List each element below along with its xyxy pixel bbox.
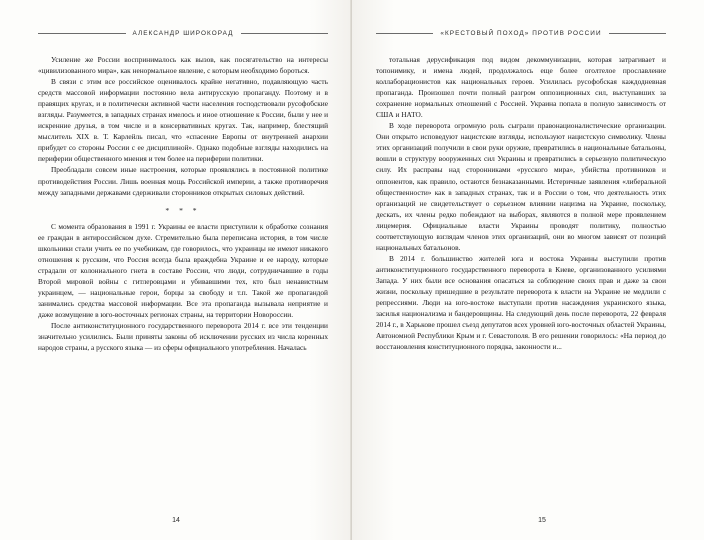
rule-right xyxy=(609,33,666,34)
paragraph: В 2014 г. большинство жителей юга и востока Украины выступили против антиконституционного государственного переворота в Киеве, организованного усилиями Запада. У них были все основания опасаться за соблюдение своих прав и даже за свои жизни, поскольку пришедшие в результате переворота к власти на Украине не медлили с репрессиями. Люди на юго-востоке выступали против насаждения украинского языка, засилья национализма и бандеровщины. На следующий день после переворота, 22 февраля 2014 г., в Харькове прошел съезд депутатов всех уровней юго-восточных областей Украины, Автономной Республики Крым и г. Севастополя. В его решении говорилось: «На период до восстановления конституционного порядка, законности и... xyxy=(376,253,666,352)
paragraph: В связи с этим все российское оценивалось крайне негативно, подавляющую часть средств массовой информации постоянно вела антирусскую пропаганду. Поэтому и в правящих кругах, и в политически активной части населения господствовали русофобские взгляды. Разумеется, в западных странах имелось и иное отношение к России, были у нее и искренние друзья, в том числе и в консервативных кругах. Так, например, блестящий мыслитель XIX в. Т. Карлейль писал, что «спасение Европы от внутренней анархии прибудет со стороны России с ее дисциплиной». Однако подобные взгляды находились на периферии общественного мнения и тем более на периферии политики. xyxy=(38,77,328,164)
rule-left xyxy=(376,33,433,34)
rule-left xyxy=(38,33,126,34)
right-running-head xyxy=(376,26,666,40)
right-page xyxy=(352,0,704,540)
paragraph: С момента образования в 1991 г. Украины ее власти приступили к обработке сознания ее граждан в антироссийском духе. Стремительно была переписана история, в том числе школьники стали учить ее по учебникам, где говорилось, что украинцы не имеют никакого отношения к русским, что Россия всегда была враждебна Украине и ее народу, которые страдали от колониального гнета в составе России, что люди, сотрудничавшие в годы Второй мировой войны с гитлеровцами и убивавшими тех, кто был ненавистным украинцем, — национальные герои, борцы за свободу и т.п. Такой же пропагандой занимались средства массовой информации. Все эта пропаганда вызывала неприятие и даже возмущение в юго-восточных регионах страны, на территории Новороссии. xyxy=(38,221,328,320)
paragraph: После антиконституционного государственного переворота 2014 г. все эти тенденции значительно усилились. Были приняты законы об исключении русских из числа коренных народов страны, а русского языка — из сферы официального употребления. Началась xyxy=(38,321,328,353)
right-page-number: 15 xyxy=(538,517,546,524)
rule-right xyxy=(241,33,329,34)
left-page-text xyxy=(38,54,328,353)
left-running-head xyxy=(38,26,328,40)
left-running-head-text: АЛЕКСАНДР ШИРОКОРАД xyxy=(132,29,234,37)
section-separator: * * * xyxy=(165,205,201,215)
left-page-number: 14 xyxy=(172,517,180,524)
paragraph: тотальная дерусификация под видом декоммунизации, которая затрагивает и топонимику, и имена людей, продолжалось еще более оголтелое прославление коллаборационистов как национальных героев. Усилилась русофобская каждодневная пропаганда. Произошел почти полный разгром оппозиционных сил, выступавших за сохранение нормальных отношений с Россией. Украина попала в полную зависимость от США и НАТО. xyxy=(376,55,666,120)
paragraph: Усиление же России воспринималось как вызов, как посягательство на интересы «цивилизованного мира», как ненормальное явление, с которым необходимо бороться. xyxy=(38,55,328,76)
paragraph: Преобладали совсем иные настроения, которые проявлялись в постоянной политике противодействия России. Лишь военная мощь Российской империи, а также противоречия между западными державами сдерживали сторонников открытых силовых действий. xyxy=(38,165,328,197)
right-page-text xyxy=(376,54,666,352)
right-running-head-text: «КРЕСТОВЫЙ ПОХОД» ПРОТИВ РОССИИ xyxy=(440,29,602,37)
paragraph: В ходе переворота огромную роль сыграли правонационалистические организации. Они открыто исповедуют нацистские взгляды, используют нацистскую символику. Члены этих организаций получили в свои руки оружие, превратились в национальные батальоны, вошли в структуру вооруженных сил Украины и превратились в серьезную политическую силу. Их расправы над сторонниками «русского мира», убийства противников и оппонентов, как правило, остаются безнаказанными. Истеричные заявления «либеральной общественности» как в западных странах, так и в России о том, что деятельность этих организаций не свидетельствует о серьезном влиянии нацизма на Украине, поскольку, дескать, их члены редко побеждают на выборах, являются в полной мере проявлением лицемерия. Официальные власти Украины проводят политику, полностью соответствующую взглядам членов этих организаций, они во многом зависят от позиций национальных батальонов. xyxy=(376,121,666,252)
